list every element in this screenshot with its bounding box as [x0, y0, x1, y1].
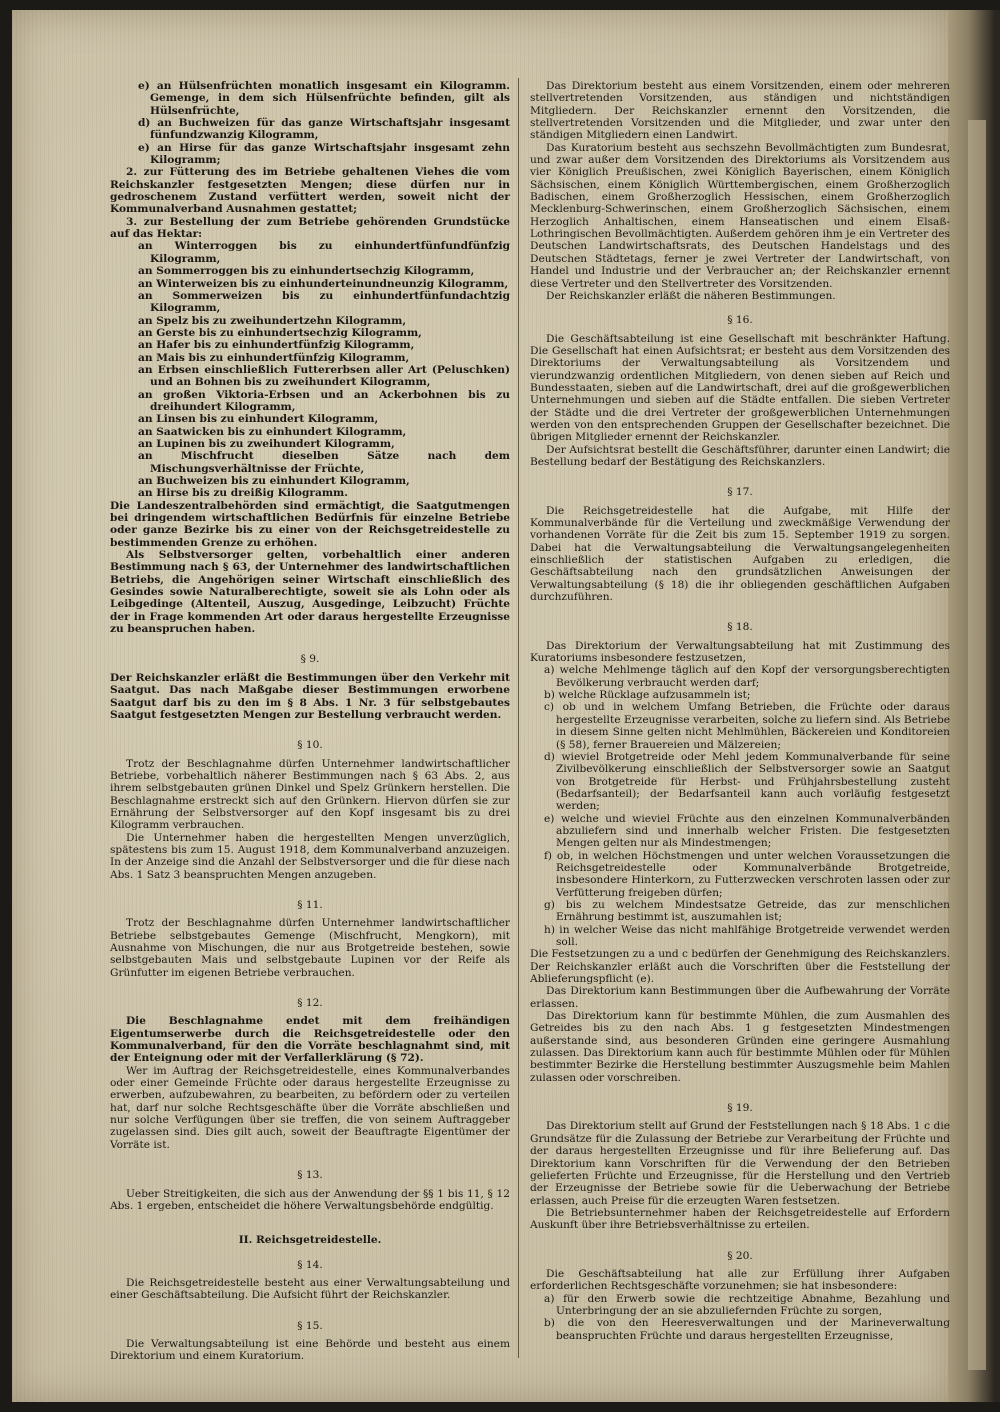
list-item: b) die von den Heeresverwaltungen und der Marineverwaltung beanspruchten Früchte und daraus hergestellten Erzeugnisse, — [544, 1317, 950, 1342]
list-item: e) an Hülsenfrüchten monatlich insgesamt ein Kilogramm. Gemenge, in dem sich Hülsenfrüchte befinden, gilt als Hülsenfrüchte, — [138, 80, 510, 117]
next-page-edge — [968, 120, 986, 1370]
list-item: an Linsen bis zu einhundert Kilogramm, — [138, 413, 379, 426]
column-divider — [518, 78, 519, 1358]
list-item: d) an Buchweizen für das ganze Wirtschaftsjahr insgesamt fünfundzwanzig Kilogramm, — [138, 117, 510, 142]
paragraph: Die Geschäftsabteilung hat alle zur Erfüllung ihrer Aufgaben erforderlichen Rechtsgeschäfte vorzunehmen; sie hat insbesondere: — [530, 1267, 950, 1293]
section-heading: § 19. — [727, 1102, 753, 1115]
list-item: e) an Hirse für das ganze Wirtschaftsjahr insgesamt zehn Kilogramm; — [138, 141, 510, 167]
list-item: an Mischfrucht dieselben Sätze nach dem Mischungsverhältnisse der Früchte, — [138, 450, 510, 475]
chapter-heading: II. Reichsgetreidestelle. — [238, 1234, 382, 1247]
list-item: g) bis zu welchem Mindestsatze Getreide, das zur menschlichen Ernährung bestimmt ist, auszumahlen ist; — [544, 898, 950, 924]
paragraph: Trotz der Beschlagnahme dürfen Unternehmer landwirtschaftlicher Betriebe, vorbehaltlich näherer Bestimmungen nach § 63 Abs. 2, aus ihrem selbstgebauten grünen Dinkel und Spelz Grünkern herstellen. Die Beschlagnahme erstreckt sich auf den Grünkern. Hiervon dürfen sie zur Ernährung der Selbstversorger auf den Kopf insgesamt bis zu drei Kilogramm verbrauchen. — [110, 757, 510, 832]
paragraph: Das Direktorium besteht aus einem Vorsitzenden, einem oder mehreren stellvertretenden Vorsitzenden, aus ständigen und nichtständigen Mitgliedern. Der Reichskanzler ernennt den Vorsitzenden, die stellvertretenden Vorsitzenden und die Mitglieder, und zwar unter den ständigen Mitgliedern einen Landwirt. — [530, 80, 950, 142]
section-heading: § 15. — [297, 1319, 323, 1332]
section-heading: § 14. — [297, 1258, 323, 1271]
paragraph: Das Direktorium stellt auf Grund der Feststellungen nach § 18 Abs. 1 c die Grundsätze für die Zulassung der Betriebe zur Verarbeitung der Früchte und der daraus hergestellten Erzeugnisse und für ihre Belieferung auf. Das Direktorium kann Vorschriften für die Verwendung der den Betrieben gelieferten Früchte und Erzeugnisse, für die Herstellung und den Vertrieb der Erzeugnisse der Betriebe sowie für die Ueberwachung der Betriebe erlassen, auch Preise für die erzeugten Waren festsetzen. — [530, 1120, 950, 1207]
paragraph: Das Direktorium kann Bestimmungen über die Aufbewahrung der Vorräte erlassen. — [530, 985, 950, 1010]
section-heading: § 18. — [727, 621, 753, 634]
paragraph: Die Unternehmer haben die hergestellten Mengen unverzüglich, spätestens bis zum 15. August 1918, dem Kommunalverband anzuzeigen. In der Anzeige sind die Anzahl der Selbstversorger und die für diese nach Abs. 1 Satz 3 beanspruchten Mengen anzugeben. — [110, 831, 510, 881]
paragraph: Der Reichskanzler erläßt die näheren Bestimmungen. — [546, 289, 836, 302]
section-heading: § 10. — [297, 739, 323, 752]
list-a — [110, 80, 510, 166]
list-item: an Winterroggen bis zu einhundertfünfundfünfzig Kilogramm, — [138, 240, 510, 265]
section-heading: § 13. — [297, 1169, 323, 1182]
list-item: an Sommerroggen bis zu einhundertsechzig Kilogramm, — [138, 265, 475, 278]
list-item: an Erbsen einschließlich Futtererbsen aller Art (Peluschken) und an Bohnen bis zu zweihundert Kilogramm, — [138, 363, 510, 389]
list-item: e) welche und wieviel Früchte aus den einzelnen Kommunalverbänden abzuliefern sind und innerhalb welcher Fristen. Die festgesetzten Mengen gelten nur als Mindestmengen; — [544, 812, 950, 850]
paragraph: 2. zur Fütterung des im Betriebe gehaltenen Viehes die vom Reichskanzler festgesetzten Mengen; diese dürfen nur in gedroschenem Zustand verfüttert werden, soweit nicht der Kommunalverband Ausnahmen gestattet; — [110, 166, 510, 216]
list-item: an Hafer bis zu einhundertfünfzig Kilogramm, — [138, 339, 415, 352]
list-item: c) ob und in welchem Umfang Betrieben, die Früchte oder daraus hergestellte Erzeugnisse verarbeiten, solche zu liefern sind. Als Betriebe in diesem Sinne gelten nicht Mehlmühlen, Bäckereien und Konditoreien (§ 58), ferner Brauereien und Mälzereien; — [544, 701, 950, 751]
list-item: d) wieviel Brotgetreide oder Mehl jedem Kommunalverbande für seine Zivilbevölkerung einschließlich der Selbstversorger sowie an Saatgut von Brotgetreide für Herbst- und Frühjahrsbestellung zusteht (Bedarfsanteil); der Bedarfsanteil kann auch vorläufig festgesetzt werden; — [544, 750, 950, 813]
paragraph: Die Verwaltungsabteilung ist eine Behörde und besteht aus einem Direktorium und einem Kuratorium. — [110, 1337, 510, 1363]
list-item: an Gerste bis zu einhundertsechzig Kilogramm, — [138, 326, 422, 339]
paragraph: Die Reichsgetreidestelle hat die Aufgabe, mit Hilfe der Kommunalverbände für die Verteilung und zweckmäßige Verwendung der vorhandenen Vorräte für die Zeit bis zum 15. September 1919 zu sorgen. Dabei hat die Verwaltungsabteilung die Verwaltungsangelegenheiten einschließlich der statistischen Aufgaben zu erledigen, die Geschäftsabteilung nach den grundsätzlichen Anweisungen der Verwaltungsabteilung (§ 18) die ihr obliegenden geschäftlichen Aufgaben durchzuführen. — [530, 504, 950, 604]
list-item: an Winterweizen bis zu einhunderteinundneunzig Kilogramm, — [138, 277, 509, 290]
list-item: an Mais bis zu einhundertfünfzig Kilogramm, — [138, 351, 410, 364]
list-item: h) in welcher Weise das nicht mahlfähige Brotgetreide verwendet werden soll. — [544, 923, 950, 948]
paragraph: Die Geschäftsabteilung ist eine Gesellschaft mit beschränkter Haftung. Die Gesellschaft hat einen Aufsichtsrat; er besteht aus dem Vorsitzenden des Direktoriums der Verwaltungsabteilung als Vorsitzendem und vierundzwanzig ordentlichen Mitgliedern, von denen sieben auf Reich und Bundesstaaten, sieben auf die Landwirtschaft, drei auf die großgewerblichen Unternehmungen und sieben auf die Städte entfallen. Die sieben Vertreter der Städte und die drei Vertreter der großgewerblichen Unternehmungen werden von den entsprechenden Gruppen der Gesellschafter bezeichnet. Die übrigen Mitglieder ernennt der Reichskanzler. — [530, 332, 950, 444]
list-item: an Sommerweizen bis zu einhundertfünfundachtzig Kilogramm, — [138, 289, 510, 315]
list-item: an Spelz bis zu zweihundertzehn Kilogramm, — [138, 314, 407, 327]
right-column — [530, 80, 950, 1342]
paragraph: Das Direktorium kann für bestimmte Mühlen, die zum Ausmahlen des Getreides bis zu den nach Abs. 1 g festgesetzten Mindestmengen außerstande sind, aus besonderen Gründen eine geringere Ausmahlung zulassen. Das Direktorium kann auch für bestimmte Mühlen oder für Mühlen bestimmter Bezirke die Herstellung bestimmter Auszugsmehle beim Mahlen zulassen oder vorschreiben. — [530, 1010, 950, 1084]
list-item: an Hirse bis zu dreißig Kilogramm. — [138, 487, 348, 500]
list-item: an Lupinen bis zu zweihundert Kilogramm, — [138, 437, 395, 450]
paragraph: Die Landeszentralbehörden sind ermächtigt, die Saatgutmengen bei dringendem wirtschaftlichen Bedürfnis für einzelne Betriebe oder ganze Bezirke bis zu einer von der Reichsgetreidestelle zu bestimmenden Grenze zu erhöhen. — [110, 499, 510, 549]
paragraph: 3. zur Bestellung der zum Betriebe gehörenden Grundstücke auf das Hektar: — [110, 215, 510, 241]
section-heading: § 9. — [300, 653, 320, 666]
paragraph: Die Betriebsunternehmer haben der Reichsgetreidestelle auf Erfordern Auskunft über ihre Betriebsverhältnisse zu erteilen. — [530, 1206, 950, 1232]
paragraph: Ueber Streitigkeiten, die sich aus der Anwendung der §§ 1 bis 11, § 12 Abs. 1 ergeben, entscheidet die höhere Verwaltungsbehörde endgültig. — [110, 1187, 510, 1212]
paragraph: Das Kuratorium besteht aus sechszehn Bevollmächtigten zum Bundesrat, und zwar außer dem Vorsitzenden des Direktoriums als Vorsitzendem aus vier Königlich Preußischen, zwei Königlich Bayerischen, einem Königlich Sächsischen, einem Königlich Württembergischen, einem Großherzoglich Badischen, einem Großherzoglich Hessischen, einem Großherzoglich Mecklenburg-Schwerinschen, einem Großherzoglich Sächsischen, einem Herzoglich Anhaltischen, einem Hanseatischen und einem Elsaß-Lothringischen Bevollmächtigten. Außerdem gehören ihm je ein Vertreter des Deutschen Landwirtschaftsrats, des Deutschen Handelstags und des Deutschen Städtetags, ferner je zwei Vertreter der Landwirtschaft, von Handel und Industrie und der Verbraucher an; der Reichskanzler ernennt diese Vertreter und den Stellvertreter des Vorsitzenden. — [530, 141, 950, 290]
list-item: b) welche Rücklage aufzusammeln ist; — [544, 689, 751, 702]
list-item: an großen Viktoria-Erbsen und an Ackerbohnen bis zu dreihundert Kilogramm, — [138, 388, 510, 413]
list-item: f) ob, in welchen Höchstmengen und unter welchen Voraussetzungen die Reichsgetreidestelle oder Kommunalverbände Brotgetreide, insbesondere Hinterkorn, zu Futterzwecken verschroten lassen oder zur Verfütterung freigeben dürfen; — [544, 849, 950, 899]
paragraph: Die Reichsgetreidestelle besteht aus einer Verwaltungsabteilung und einer Geschäftsabteilung. Die Aufsicht führt der Reichskanzler. — [110, 1276, 510, 1302]
section-heading: § 20. — [727, 1249, 753, 1262]
paragraph: Die Beschlagnahme endet mit dem freihändigen Eigentumserwerbe durch die Reichsgetreidestelle oder den Kommunalverband, für den die Vorräte beschlagnahmt sind, mit der Enteignung oder mit der Verfallerklärung (§ 72). — [110, 1015, 510, 1065]
paragraph: Trotz der Beschlagnahme dürfen Unternehmer landwirtschaftlicher Betriebe selbstgebautes Gemenge (Mischfrucht, Mengkorn), mit Ausnahme von Mischungen, die nur aus Brotgetreide bestehen, sowie selbstgebauten Mais und selbstgebaute Lupinen vor der Reife als Grünfutter im eigenen Betriebe verbrauchen. — [110, 917, 510, 979]
left-column — [110, 80, 510, 1363]
list-item: an Buchweizen bis zu einhundert Kilogramm, — [138, 475, 410, 487]
paragraph: Der Reichskanzler erläßt die Bestimmungen über den Verkehr mit Saatgut. Das nach Maßgabe dieser Bestimmungen erworbene Saatgut darf bis zu den im § 8 Abs. 1 Nr. 3 für selbstgebautes Saatgut festgesetzten Mengen zur Bestellung verbraucht werden. — [110, 671, 510, 721]
paragraph: Der Aufsichtsrat bestellt die Geschäftsführer, darunter einen Landwirt; die Bestellung bedarf der Bestätigung des Reichskanzlers. — [530, 443, 950, 468]
list-item: a) für den Erwerb sowie die rechtzeitige Abnahme, Bezahlung und Unterbringung der an sie abzuliefernden Früchte zu sorgen, — [544, 1292, 950, 1317]
section-heading: § 12. — [297, 997, 323, 1010]
list-item: a) welche Mehlmenge täglich auf den Kopf der versorgungsberechtigten Bevölkerung verbraucht werden darf; — [544, 664, 950, 689]
paragraph: Die Festsetzungen zu a und c bedürfen der Genehmigung des Reichskanzlers. Der Reichskanzler erläßt auch die Vorschriften über die Feststellung der Ablieferungspflicht (e). — [530, 948, 950, 986]
section-heading: § 11. — [297, 898, 323, 911]
paragraph: Als Selbstversorger gelten, vorbehaltlich einer anderen Bestimmung nach § 63, der Unternehmer des landwirtschaftlichen Betriebs, die Angehörigen seiner Wirtschaft einschließlich des Gesindes sowie Naturalberechtigte, soweit sie als Lohn oder als Leibgedinge (Altenteil, Auszug, Ausgedinge, Leibzucht) Früchte der in Frage kommenden Art oder daraus hergestellte Erzeugnisse zu beanspruchen haben. — [110, 549, 510, 636]
s18-list — [530, 664, 950, 948]
list-b — [110, 240, 510, 499]
paragraph: Wer im Auftrag der Reichsgetreidestelle, eines Kommunalverbandes oder einer Gemeinde Früchte oder daraus hergestellte Erzeugnisse zu erwerben, aufzubewahren, zu bearbeiten, zu befördern oder zu verteilen hat, darf nur solche Rechtsgeschäfte über die Vorräte abschließen und nur solche Verfügungen über sie treffen, die von seinem Auftraggeber zugelassen sind. Dies gilt auch, soweit der Beauftragte Eigentümer der Vorräte ist. — [110, 1064, 510, 1151]
paragraph: Das Direktorium der Verwaltungsabteilung hat mit Zustimmung des Kuratoriums insbesondere festzusetzen, — [530, 639, 950, 665]
list-item: an Saatwicken bis zu einhundert Kilogramm, — [138, 425, 407, 438]
s20-list — [530, 1293, 950, 1342]
section-heading: § 17. — [727, 486, 753, 499]
section-heading: § 16. — [727, 314, 753, 327]
